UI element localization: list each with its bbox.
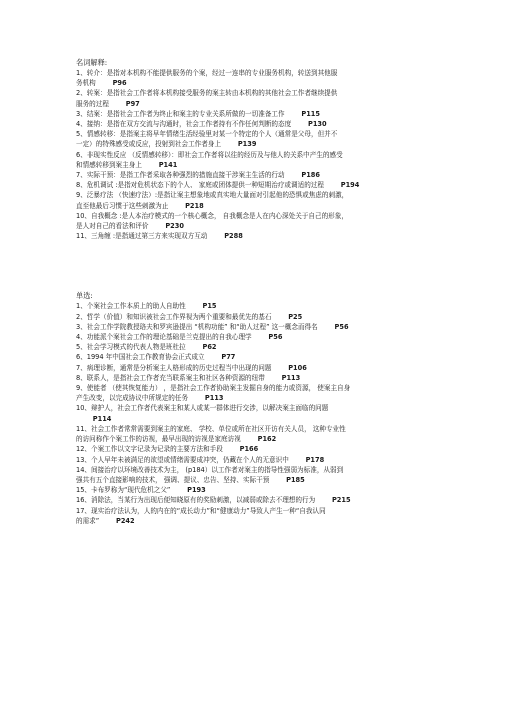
page-reference: P56	[268, 333, 283, 342]
page-reference: P113	[204, 394, 224, 403]
entry-text-continued: 是人对自己的看法和评价	[76, 222, 149, 231]
list-item	[76, 352, 465, 362]
page-reference: P96	[112, 79, 127, 88]
page-reference: P218	[185, 201, 204, 210]
entry-text: 11、三角缠 :是指通过第三方来实现双方互动	[76, 232, 208, 241]
entry-text: 7、实际干预：是指工作者采取各种强烈的措施直接干涉案主生活的行动	[76, 171, 285, 180]
list-item	[76, 444, 465, 454]
list-item-continuation	[76, 99, 465, 109]
single-choice-list	[76, 301, 465, 525]
list-item	[76, 424, 465, 434]
list-item	[76, 119, 465, 129]
entry-text-continued: 直至他最后习惯于这些刺激为止	[76, 201, 169, 210]
page-reference: P141	[158, 160, 178, 169]
list-item	[76, 373, 465, 383]
page-reference: P166	[239, 445, 259, 454]
page-reference: P62	[202, 343, 217, 352]
entry-text: 2、转案：是指社会工作者将本机构接受服务的案主转由本机构的其他社会工作者继续提供	[76, 89, 338, 98]
entry-text: 3、结案：是指社会工作者为终止和案主的专业关系所做的一切准备工作	[76, 109, 285, 118]
list-item	[76, 88, 465, 98]
entry-text: 13、个人早年未被满足的欲望或情绪需要成冲突，仍藏在个人的无意识中	[76, 455, 289, 464]
entry-text: 11、社会工作者常常需要到案主的家庭、 学校、单位或所在社区开访有关人员， 这种专业性	[76, 424, 346, 433]
entry-text-continued: 的访问称作个案工作的访视，最早出现的访视是家庭访视	[76, 435, 241, 444]
page-reference: P242	[115, 516, 135, 525]
list-item	[76, 495, 465, 505]
page-reference: P15	[202, 302, 217, 311]
list-item	[76, 150, 465, 160]
list-item	[76, 363, 465, 373]
list-item-continuation	[76, 78, 465, 88]
entry-text-continued: 服务的过程	[76, 99, 109, 108]
list-item	[76, 231, 465, 241]
entry-text: 10、自我概念 :是人本治疗模式的一个核心概念， 自我概念是人在内心深处关于自己的形象，	[76, 211, 348, 220]
entry-text: 6、1994 年中国社会工作教育协会正式成立	[76, 353, 205, 362]
definitions-list	[76, 68, 465, 241]
list-item	[76, 301, 465, 311]
list-item	[76, 109, 465, 119]
list-item	[76, 129, 465, 139]
page-reference: P56	[334, 322, 349, 331]
list-item-continuation	[76, 516, 465, 526]
entry-text: 10、辩护人，社会工作者代表案主和某人或某一群体进行交涉，以解决案主面临的问题	[76, 404, 329, 413]
list-item	[76, 170, 465, 180]
list-item	[76, 342, 465, 352]
list-item	[76, 455, 465, 465]
entry-text: 16、消除法，当某行为出现后便知晓原有的奖励刺激，以减弱或除去不理想的行为	[76, 496, 316, 505]
page-reference: P288	[224, 232, 243, 241]
entry-text: 8、危机调试 :是指对危机状态下的个人、 家庭或团体提供一种短期治疗或调适的过程	[76, 181, 324, 190]
page-reference: P185	[286, 475, 305, 484]
page-reference: P25	[288, 312, 303, 321]
entry-text: 2、哲学（价值）和知识被社会工作界视为两个重要和最优先的基石	[76, 312, 272, 321]
list-item-continuation	[76, 139, 465, 149]
page-reference: P215	[331, 496, 351, 505]
list-item	[76, 506, 465, 516]
page-reference: P186	[301, 171, 320, 180]
entry-text: 1、个案社会工作本质上的助人自助性	[76, 302, 186, 311]
page-reference: P230	[165, 222, 184, 231]
entry-text-continued: 和情感转移到案主身上	[76, 160, 142, 169]
list-item	[76, 465, 465, 475]
list-item-continuation	[76, 393, 465, 403]
entry-text-continued: 务机构	[76, 79, 96, 88]
list-item	[76, 190, 465, 200]
page-reference: P193	[187, 486, 206, 495]
entry-text: 14、间接治疗以环境改善技术为主， (p184）以工作者对案主的指导性强弱为标准，从弱到	[76, 465, 344, 474]
entry-text: 12、个案工作以文字记录为记录的主要方法和手段	[76, 445, 223, 454]
entry-text: 1、转介：是指对本机构不能提供服务的个案，经过一连串的专业服务机构，转送到其他服	[76, 69, 338, 77]
section-title-definitions: 名词解释:	[76, 58, 108, 67]
entry-text: 8、联系人，是指社会工作者充当联系案主和社区各种资源的纽带	[76, 373, 265, 382]
page-reference: P97	[125, 99, 140, 108]
page-reference: P115	[301, 109, 320, 118]
list-item-continuation	[76, 221, 465, 231]
entry-text-continued: 一定）的特殊感受或反应，投射到社会工作者身上	[76, 140, 222, 149]
list-item-continuation	[76, 160, 465, 170]
page-reference: P114	[92, 414, 112, 423]
page-reference: P130	[307, 120, 327, 129]
entry-text: 7、病理诊断，通常是分析案主人格形成的历史过程当中出现的问题	[76, 363, 272, 372]
list-item-continuation	[76, 201, 465, 211]
entry-text: 5、社会学习模式的代表人物是班杜拉	[76, 343, 186, 352]
entry-text: 9、使能者 （使其恢复能力） ，是指社会工作者协助案主发掘自身的能力或资源， 使案主自身	[76, 384, 351, 393]
page-reference: P194	[340, 181, 360, 190]
list-item	[76, 332, 465, 342]
section-title-single-choice: 单选:	[76, 291, 93, 301]
list-item	[76, 383, 465, 393]
entry-text-continued: 的需求”	[76, 516, 100, 525]
entry-text: 5、情感转移：是指案主将早年情绪生活经验里对某一个特定的个人（通常是父母，但并不	[76, 130, 338, 139]
list-item	[76, 211, 465, 221]
list-item	[76, 403, 465, 413]
list-item-continuation	[76, 434, 465, 444]
list-item	[76, 322, 465, 332]
list-item-continuation	[76, 414, 465, 424]
entry-text: 4、功能派个案社会工作的理论基础是兰克提出的自我心理学	[76, 333, 252, 342]
list-item-continuation	[76, 475, 465, 485]
page-reference: P178	[305, 455, 325, 464]
page-reference: P162	[257, 435, 277, 444]
entry-text: 3、社会工作学院教授珞夫和罗宾逊提出 “机构功能” 和“助人过程” 这一概念而得名	[76, 322, 318, 331]
list-item	[76, 485, 465, 495]
entry-text: 4、接纳：是指在双方交流与沟通时，社会工作者持有不作任何判断的态度	[76, 120, 292, 129]
page-reference: P106	[288, 363, 307, 372]
page-reference: P113	[281, 373, 301, 382]
list-item	[76, 68, 465, 78]
entry-text-continued: 强共有五个直接影响的技术， 强调、提议、忠告、坚持、实际干预	[76, 475, 270, 484]
list-item	[76, 312, 465, 322]
entry-text: 9、泛暴疗法 （快速疗法）:是指让案主想象地或真实地大量面对引起他的恐惧或焦虑的刺激，	[76, 191, 349, 200]
list-item	[76, 180, 465, 190]
entry-text: 15、卡布罗称为“现代危机之父”	[76, 486, 171, 495]
entry-text: 6、非现实性反应 （反情感转移）：即社会工作者将以往的经历及与他人的关系中产生的感受	[76, 150, 343, 159]
page-reference: P77	[221, 353, 236, 362]
entry-text-continued: 产生改变，以完成协议中所规定的任务	[76, 394, 189, 403]
page-reference: P139	[237, 140, 257, 149]
entry-text: 17、现实治疗法认为，人的内在的“成长动力”和“健康动力”导致人产生一种“自我认同	[76, 506, 326, 515]
